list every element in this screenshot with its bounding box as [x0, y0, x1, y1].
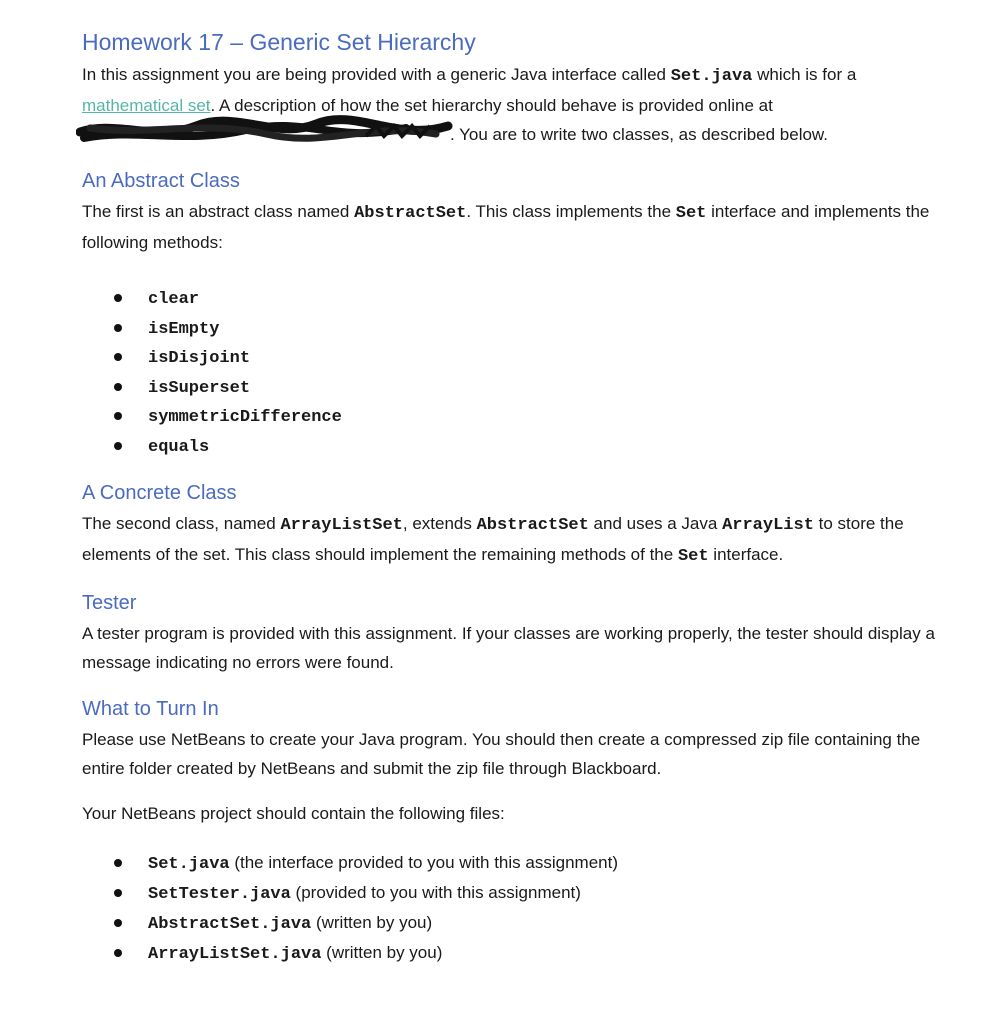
bullet-icon	[114, 324, 122, 332]
list-item	[82, 313, 952, 343]
concrete-text-3: and uses a Java	[588, 513, 723, 533]
concrete-text-1: The second class, named	[82, 513, 281, 533]
list-item	[82, 848, 952, 878]
file-name: ArrayListSet.java	[148, 944, 322, 964]
turn-in-heading: What to Turn In	[82, 697, 219, 720]
bullet-icon	[114, 949, 122, 957]
bullet-icon	[114, 383, 122, 391]
redacted-url-scribble	[82, 122, 450, 144]
method-name: equals	[148, 437, 210, 457]
file-description: (written by you)	[311, 912, 433, 932]
file-name: AbstractSet.java	[148, 914, 312, 934]
file-name: SetTester.java	[148, 884, 291, 904]
list-item	[82, 401, 952, 431]
abstract-text-1: The first is an abstract class named	[82, 202, 355, 221]
concrete-code-set: Set	[677, 546, 709, 566]
mathematical-set-link[interactable]: mathematical set	[82, 96, 211, 115]
intro-text-2: which is for a	[752, 65, 857, 84]
bullet-icon	[114, 353, 122, 361]
list-item	[82, 878, 952, 908]
list-item	[82, 372, 952, 402]
intro-text-3: . A description of how the set hierarchy should behave is provided online at	[210, 96, 773, 115]
concrete-class-heading: A Concrete Class	[82, 481, 237, 504]
list-item	[82, 431, 952, 461]
method-name: isEmpty	[148, 319, 220, 339]
turn-in-paragraph: Please use NetBeans to create your Java program. You should then create a compressed zip file containing the entire folder created by NetBeans and submit the zip file through Blackboard.	[82, 729, 921, 778]
bullet-icon	[114, 889, 122, 897]
method-name: symmetricDifference	[148, 408, 342, 428]
tester-heading: Tester	[82, 591, 137, 614]
method-name: clear	[148, 290, 200, 309]
page-title: Homework 17 – Generic Set Hierarchy	[82, 29, 476, 55]
method-list	[82, 283, 952, 461]
file-description: (written by you)	[321, 942, 443, 962]
bullet-icon	[114, 859, 122, 867]
concrete-code-abstractset: AbstractSet	[476, 515, 589, 535]
abstract-class-heading: An Abstract Class	[82, 170, 240, 192]
file-description: (provided to you with this assignment)	[290, 882, 581, 902]
document-page	[82, 26, 952, 968]
list-item	[82, 283, 952, 313]
bullet-icon	[114, 294, 122, 302]
intro-paragraph	[82, 60, 952, 149]
tester-paragraph: A tester program is provided with this assignment. If your classes are working properly, the tester should display a message indicating no errors were found.	[82, 623, 935, 672]
bullet-icon	[114, 442, 122, 450]
concrete-class-paragraph	[82, 509, 952, 571]
bullet-icon	[114, 412, 122, 420]
abstract-code-abstractset: AbstractSet	[354, 204, 467, 223]
intro-code-set-java: Set.java	[670, 67, 753, 86]
concrete-code-arraylistset: ArrayListSet	[280, 515, 403, 535]
method-name: isSuperset	[148, 378, 251, 398]
abstract-text-2: . This class implements the	[466, 202, 676, 221]
list-item	[82, 342, 952, 372]
concrete-text-5: interface.	[708, 544, 784, 564]
list-item	[82, 908, 952, 938]
concrete-code-arraylist: ArrayList	[722, 515, 814, 535]
file-description: (the interface provided to you with this assignment)	[229, 852, 618, 872]
abstract-code-set: Set	[675, 204, 707, 223]
intro-text-1: In this assignment you are being provided with a generic Java interface called	[82, 65, 671, 84]
redaction-scribble-icon	[76, 114, 456, 150]
project-files-intro: Your NetBeans project should contain the following files:	[82, 803, 505, 823]
file-list	[82, 848, 952, 968]
intro-text-4: . You are to write two classes, as described below.	[450, 125, 828, 144]
abstract-text-3: interface and implements the following methods:	[82, 202, 930, 252]
list-item	[82, 938, 952, 968]
file-name: Set.java	[148, 854, 230, 874]
concrete-text-2: , extends	[402, 513, 477, 533]
concrete-text-4: to store the elements of the set. This class should implement the remaining methods of the	[82, 513, 904, 564]
method-name: isDisjoint	[148, 349, 251, 369]
bullet-icon	[114, 919, 122, 927]
abstract-class-paragraph	[82, 197, 952, 257]
